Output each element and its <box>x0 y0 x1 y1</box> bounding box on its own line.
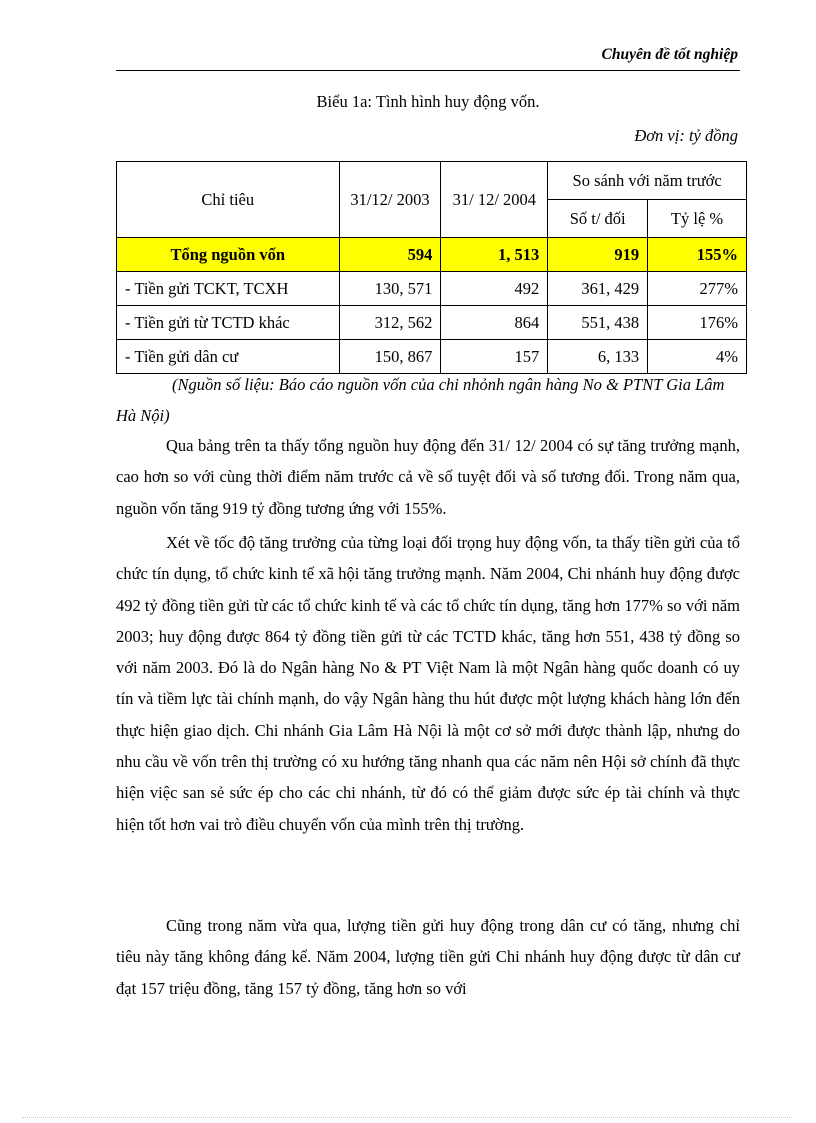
data-source-note: (Nguồn số liệu: Báo cáo nguồn vốn của chi nhỏnh ngân hàng No & PTNT Gia Lâm Hà Nội) <box>116 375 725 425</box>
table-row-total <box>117 238 747 272</box>
paragraph-text: Qua bảng trên ta thấy tổng nguồn huy động đến 31/ 12/ 2004 có sự tăng trưởng mạnh, cao hơn so với cùng thời điểm năm trước cả về số tuyệt đối và số tương đối. Trong năm qua, nguồn vốn tăng 919 tỷ đồng tương ứng với 155%. <box>116 436 740 518</box>
header-divider <box>116 70 740 71</box>
cell-2004: 864 <box>441 306 548 340</box>
capital-mobilization-table <box>116 161 747 374</box>
cell-2004: 157 <box>441 340 548 374</box>
header-indicator: Chỉ tiêu <box>117 162 340 238</box>
header-2003: 31/12/ 2003 <box>339 162 441 238</box>
paragraph-2 <box>116 527 740 840</box>
row-label: Tổng nguồn vốn <box>117 238 340 272</box>
header-2004: 31/ 12/ 2004 <box>441 162 548 238</box>
header-comparison: So sánh với năm trước <box>548 162 747 200</box>
cell-absolute: 551, 438 <box>548 306 648 340</box>
paragraph-text: Cũng trong năm vừa qua, lượng tiền gửi huy động trong dân cư có tăng, nhưng chỉ tiêu này tăng không đáng kể. Năm 2004, lượng tiền gửi Chi nhánh huy động được từ dân cư đạt 157 triệu đồng, tăng 157 tỷ đồng, tăng hơn so với <box>116 916 740 998</box>
paragraph-1 <box>116 430 740 524</box>
cell-2004: 1, 513 <box>441 238 548 272</box>
row-label: - Tiền gửi dân cư <box>117 340 340 374</box>
paragraph-text: Xét về tốc độ tăng trưởng của từng loại đối trọng huy động vốn, ta thấy tiền gửi của tổ chức tín dụng, tổ chức kinh tế xã hội tăng trưởng mạnh. Năm 2004, Chi nhánh huy động được 492 tỷ đồng tiền gửi từ các tổ chức kinh tế và các tổ chức tín dụng, tăng hơn 177% so với năm 2003; huy động được 864 tỷ đồng tiền gửi từ các TCTD khác, tăng hơn 551, 438 tỷ đồng so với năm 2003. Đó là do Ngân hàng No & PT Việt Nam là một Ngân hàng quốc doanh có uy tín và tiềm lực tài chính mạnh, do vậy Ngân hàng thu hút được một lượng khách hàng lớn đến thực hiện giao dịch. Chi nhánh Gia Lâm Hà Nội là một cơ sở mới được thành lập, nhưng do nhu cầu về vốn trên thị trường có xu hướng tăng nhanh qua các năm nên Hội sở chính đã thực hiện việc san sẻ sức ép cho các chi nhánh, từ đó có thể giảm được sức ép tài chính và thực hiện tốt hơn vai trò điều chuyển vốn của mình trên thị trường. <box>116 533 740 834</box>
cell-2003: 312, 562 <box>339 306 441 340</box>
cell-ratio: 4% <box>648 340 747 374</box>
cell-ratio: 277% <box>648 272 747 306</box>
cell-absolute: 361, 429 <box>548 272 648 306</box>
header-ratio: Tỷ lệ % <box>648 200 747 238</box>
row-label: - Tiền gửi TCKT, TCXH <box>117 272 340 306</box>
row-label: - Tiền gửi từ TCTD khác <box>117 306 340 340</box>
page-header <box>116 44 740 68</box>
header-title: Chuyên đề tốt nghiệp <box>601 46 738 63</box>
table-header-row <box>117 162 747 200</box>
cell-ratio: 176% <box>648 306 747 340</box>
unit-label: Đơn vị: tỷ đồng <box>634 126 738 145</box>
paragraph-3 <box>116 910 740 1004</box>
cell-absolute: 6, 133 <box>548 340 648 374</box>
page-bottom-border <box>22 1117 792 1118</box>
cell-absolute: 919 <box>548 238 648 272</box>
cell-2003: 130, 571 <box>339 272 441 306</box>
table-row <box>117 306 747 340</box>
cell-ratio: 155% <box>648 238 747 272</box>
table-row <box>117 272 747 306</box>
cell-2003: 150, 867 <box>339 340 441 374</box>
cell-2003: 594 <box>339 238 441 272</box>
header-absolute: Số t/ đối <box>548 200 648 238</box>
cell-2004: 492 <box>441 272 548 306</box>
table-caption: Biểu 1a: Tình hình huy động vốn. <box>316 92 540 111</box>
